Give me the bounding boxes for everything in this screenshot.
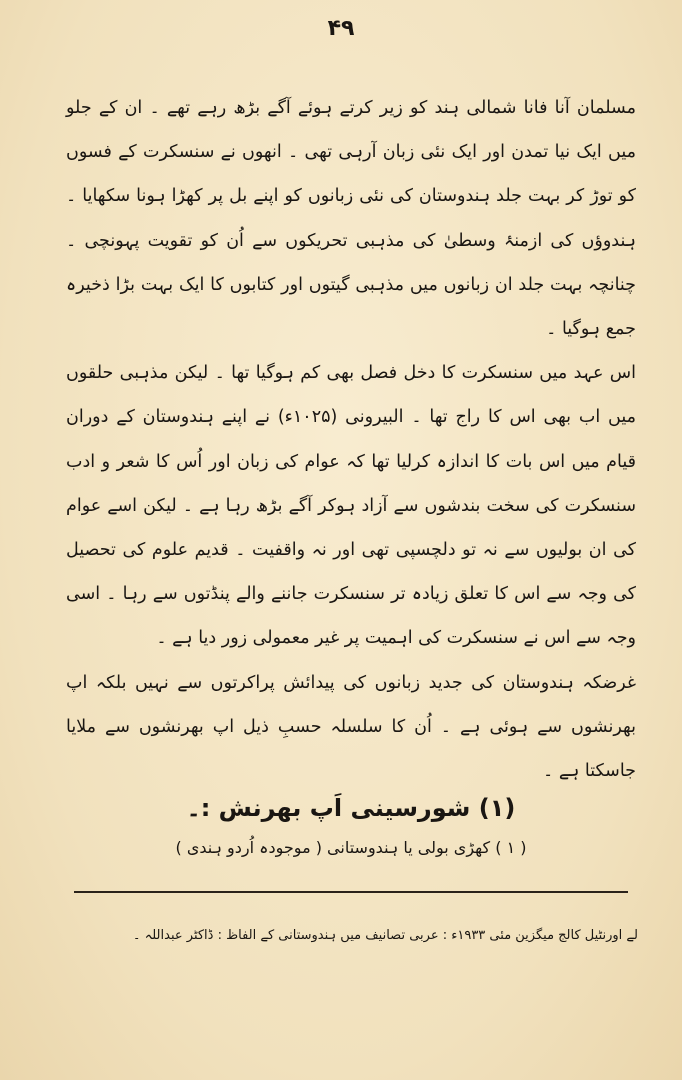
footnote: لے اورنٹیل کالج میگزین مئی ۱۹۳۳ء : عربی تصانیف میں ہندوستانی کے الفاظ : ڈاکٹر عبداللہ ۔ xyxy=(132,928,638,943)
body-text xyxy=(66,86,636,793)
section-subheading: ( ۱ ) کھڑی بولی یا ہندوستانی ( موجودہ اُردو ہندی ) xyxy=(175,838,527,857)
page-number: ۴۹ xyxy=(327,16,355,41)
paragraph-2: اس عہد میں سنسکرت کا دخل فصل بھی کم ہوگیا تھا ۔ لیکن مذہبی حلقوں میں اب بھی اس کا راج تھا ۔ البیرونی (۱۰۲۵ء) نے اپنے ہندوستان کے دوران قیام میں اس بات کا اندازہ کرلیا تھا کہ عوام کی زبان اور اُس کا شعر و ادب سنسکرت کی سخت بندشوں سے آزاد ہوکر آگے بڑھ رہا ہے ۔ لیکن اسے عوام کی ان بولیوں سے نہ تو دلچسپی تھی اور نہ واقفیت ۔ قدیم علوم کی تحصیل کی وجہ سے اس کا تعلق زیادہ تر سنسکرت جاننے والے پنڈتوں سے رہا ۔ اسی وجہ سے اس نے سنسکرت کی اہمیت پر غیر معمولی زور دیا ہے ۔ xyxy=(66,363,636,649)
footnote-divider xyxy=(74,891,628,893)
paragraph-1: مسلمان آنا فانا شمالی ہند کو زیر کرتے ہوئے آگے بڑھ رہے تھے ۔ ان کے جلو میں ایک نیا تمدن اور ایک نئی زبان آرہی تھی ۔ انھوں نے سنسکرت کے فسوں کو توڑ کر بہت جلد ہندوستان کی نئی زبانوں کو اپنے بل پر کھڑا ہونا سکھایا ۔ ہندوؤں کی ازمنۂ وسطیٰ کی مذہبی تحریکوں سے اُن کو تقویت پہونچی ۔ چنانچہ بہت جلد ان زبانوں میں مذہبی گیتوں اور کتابوں کا ایک بہت بڑا ذخیرہ جمع ہوگیا ۔ xyxy=(66,98,636,340)
paragraph-3: غرضکہ ہندوستان کی جدید زبانوں کی پیدائش پراکرتوں سے نہیں بلکہ اپ بھرنشوں سے ہوئی ہے ۔ اُن کا سلسلہ حسبِ ذیل اپ بھرنشوں سے ملایا جاسکتا ہے ۔ xyxy=(66,672,636,782)
section-heading: (۱) شورسینی اَپ بھرنش :۔ xyxy=(186,794,516,822)
